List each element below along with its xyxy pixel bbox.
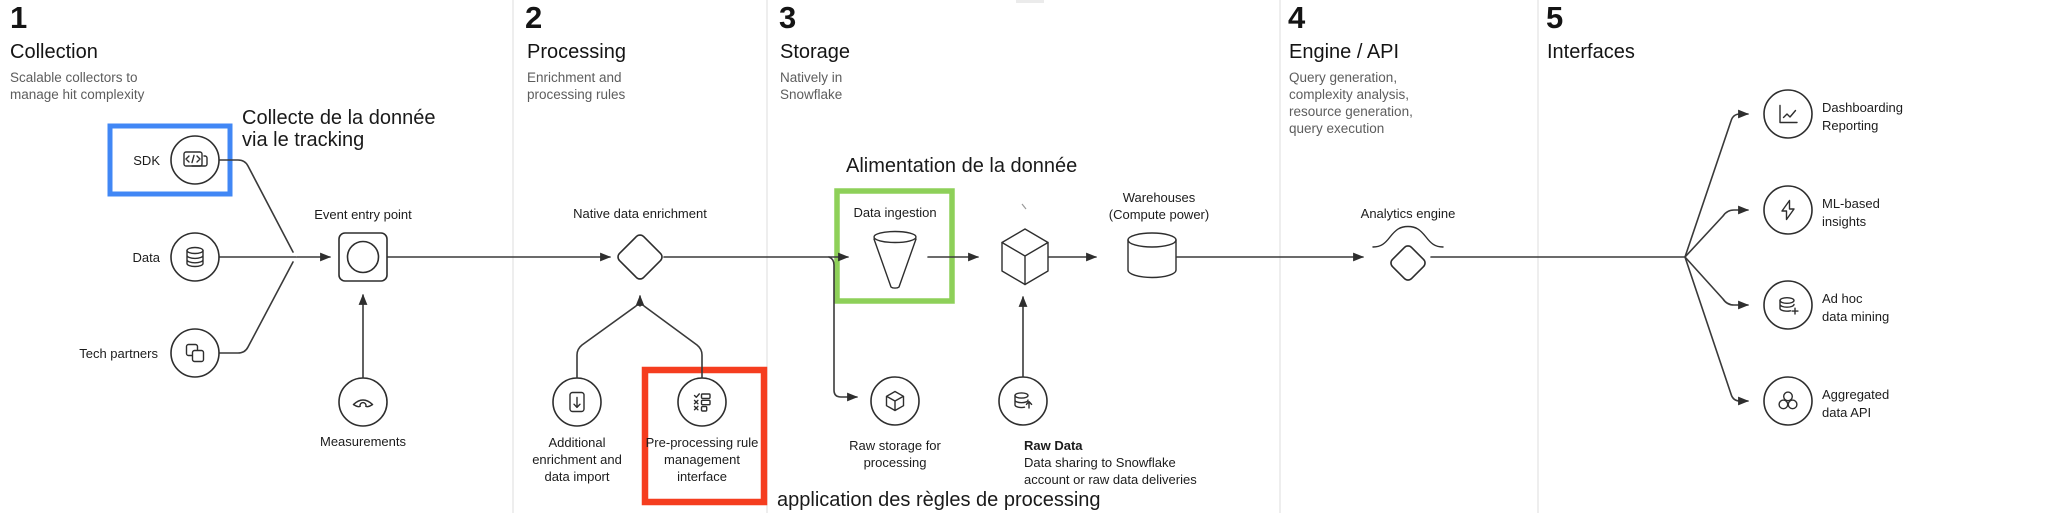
red-annotation: application des règles de processing xyxy=(777,489,1101,511)
stage-subtitle-line: Natively in xyxy=(780,70,843,85)
dashboarding-label: Dashboarding xyxy=(1822,100,1903,115)
data-node xyxy=(171,233,219,281)
edge-fan-to-aggregated xyxy=(1685,257,1748,401)
analytics-engine-label: Analytics engine xyxy=(1360,206,1456,221)
data-label: Data xyxy=(132,250,160,265)
top-edge-artifact xyxy=(1016,0,1044,3)
stage-title: Storage xyxy=(780,41,851,63)
blue-annotation: Collecte de la donnée xyxy=(242,107,436,129)
stage-number: 1 xyxy=(10,0,28,35)
dashboarding-label: Reporting xyxy=(1822,118,1879,133)
event-entry-label: Event entry point xyxy=(314,207,412,222)
warehouses-label: (Compute power) xyxy=(1108,207,1210,222)
edge-fan-to-dashboarding xyxy=(1685,114,1748,257)
stage-title: Processing xyxy=(527,41,626,63)
adhoc-mining-label: data mining xyxy=(1822,309,1890,324)
raw-storage-label: Raw storage for xyxy=(849,438,941,453)
stage-number: 4 xyxy=(1288,0,1306,35)
aggregated-api-label: data API xyxy=(1822,405,1872,420)
cube-icon xyxy=(1002,229,1048,285)
adhoc-mining-label: Ad hoc xyxy=(1822,291,1863,306)
stage-header-processing xyxy=(525,0,626,102)
measurements-label: Measurements xyxy=(320,434,406,449)
preprocessing-label: management xyxy=(664,452,740,467)
funnel-icon xyxy=(874,232,916,289)
raw-data-title: Raw Data xyxy=(1024,438,1083,453)
stage-title: Collection xyxy=(10,41,98,63)
preprocessing-label: interface xyxy=(677,469,727,484)
adhoc-mining-node xyxy=(1764,281,1812,329)
stage-subtitle-line: Snowflake xyxy=(780,87,843,102)
stage-number: 5 xyxy=(1546,0,1564,35)
native-enrichment-diamond xyxy=(616,233,664,281)
stage-subtitle-line: manage hit complexity xyxy=(10,87,145,102)
stage-processing-nodes xyxy=(553,233,726,426)
raw-data-desc: account or raw data deliveries xyxy=(1024,472,1197,487)
analytics-engine-diamond xyxy=(1389,244,1427,282)
stage-subtitle-line: query execution xyxy=(1289,121,1385,136)
warehouses-label: Warehouses xyxy=(1122,190,1196,205)
green-annotation: Alimentation de la donnée xyxy=(846,155,1078,177)
stage-subtitle-line: Scalable collectors to xyxy=(10,70,138,85)
aggregated-api-label: Aggregated xyxy=(1822,387,1890,402)
raw-storage-label: processing xyxy=(863,455,927,470)
stage-title: Engine / API xyxy=(1289,41,1400,63)
stray-tick-mark xyxy=(1022,204,1026,209)
stage-subtitle-line: Query generation, xyxy=(1289,70,1398,85)
stage-header-engine-api xyxy=(1288,0,1413,136)
sdk-label: SDK xyxy=(133,153,160,168)
stage-collection-nodes xyxy=(171,136,387,426)
ml-insights-label: ML-based xyxy=(1822,196,1880,211)
tech-partners-label: Tech partners xyxy=(79,346,158,361)
data-ingestion-label: Data ingestion xyxy=(853,205,937,220)
blue-annotation: via le tracking xyxy=(242,129,365,151)
stage-header-storage xyxy=(779,0,850,102)
edge-fan-to-adhoc xyxy=(1685,257,1748,305)
sdk-node xyxy=(171,136,219,184)
dashboarding-node xyxy=(1764,90,1812,138)
edge-additional-to-fork xyxy=(577,306,636,377)
edge-preprocessing-to-fork xyxy=(644,306,702,377)
additional-enrichment-label: Additional xyxy=(548,435,606,450)
additional-enrichment-label: enrichment and xyxy=(532,452,622,467)
edge-fan-to-ml xyxy=(1685,210,1748,257)
annotations xyxy=(242,107,1101,511)
ml-insights-label: insights xyxy=(1822,214,1867,229)
stage-subtitle-line: Enrichment and xyxy=(527,70,622,85)
bell-curve-icon xyxy=(1373,227,1443,248)
stage-header-collection xyxy=(10,0,145,102)
raw-data-node xyxy=(999,377,1047,425)
stage-subtitle-line: resource generation, xyxy=(1289,104,1413,119)
stage-interface-nodes xyxy=(1764,90,1812,425)
circle-in-square-icon xyxy=(348,242,379,273)
native-enrichment-label: Native data enrichment xyxy=(573,206,707,221)
ml-insights-node xyxy=(1764,186,1812,234)
stage-subtitle-line: processing rules xyxy=(527,87,626,102)
stage-engine-nodes xyxy=(1373,227,1443,283)
stage-title: Interfaces xyxy=(1547,41,1635,63)
stage-number: 2 xyxy=(525,0,543,35)
additional-enrichment-label: data import xyxy=(544,469,610,484)
cylinder-icon xyxy=(1128,233,1176,278)
stage-subtitle-line: complexity analysis, xyxy=(1289,87,1410,102)
preprocessing-label: Pre-processing rule xyxy=(645,435,759,450)
stage-header-interfaces xyxy=(1546,0,1635,63)
stage-number: 3 xyxy=(779,0,797,35)
edge-branch-to-raw-storage xyxy=(829,257,857,397)
raw-data-desc: Data sharing to Snowflake xyxy=(1024,455,1176,470)
edge-techpartners-to-junction xyxy=(219,262,293,353)
